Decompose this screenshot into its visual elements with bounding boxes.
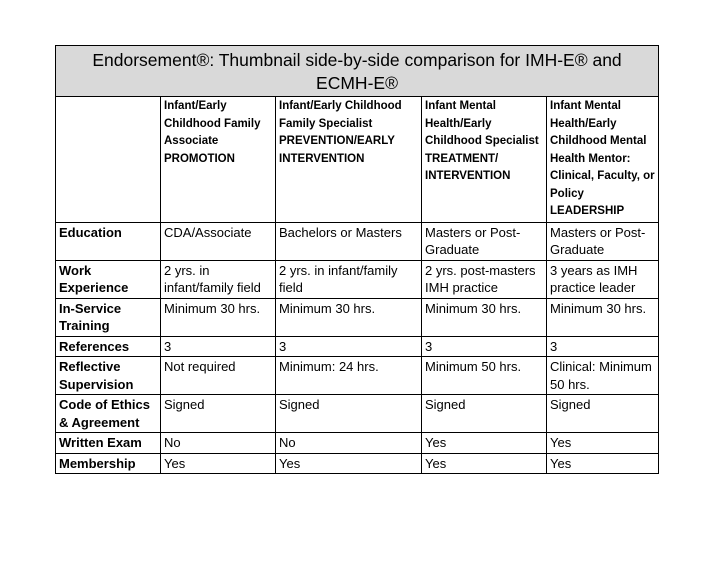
table-cell: Bachelors or Masters	[276, 222, 422, 260]
table-cell: 3 years as IMH practice leader	[547, 260, 659, 298]
table-cell: 2 yrs. in infant/family field	[276, 260, 422, 298]
row-label: Reflective Supervision	[56, 357, 161, 395]
row-label: Education	[56, 222, 161, 260]
row-label: Work Experience	[56, 260, 161, 298]
table-cell: 3	[276, 336, 422, 357]
table-row	[56, 395, 659, 433]
table-cell: Yes	[547, 433, 659, 454]
table-row	[56, 357, 659, 395]
table-cell: Minimum 30 hrs.	[547, 298, 659, 336]
table-cell: 3	[161, 336, 276, 357]
table-cell: Minimum 30 hrs.	[161, 298, 276, 336]
table-row	[56, 298, 659, 336]
table-cell: 3	[547, 336, 659, 357]
table-cell: Signed	[422, 395, 547, 433]
table-cell: 3	[422, 336, 547, 357]
table-cell: Yes	[276, 453, 422, 474]
table-cell: Yes	[422, 453, 547, 474]
table-cell: Signed	[547, 395, 659, 433]
header-family-specialist: Infant/Early Childhood Family Specialist PREVENTION/EARLY INTERVENTION	[276, 97, 422, 223]
row-label: Written Exam	[56, 433, 161, 454]
table-cell: Signed	[276, 395, 422, 433]
header-row	[56, 97, 659, 223]
table-cell: Signed	[161, 395, 276, 433]
table-cell: Minimum 50 hrs.	[422, 357, 547, 395]
table-cell: No	[276, 433, 422, 454]
table-cell: Yes	[161, 453, 276, 474]
table-cell: 2 yrs. post-masters IMH practice	[422, 260, 547, 298]
table-cell: 2 yrs. in infant/family field	[161, 260, 276, 298]
table-row	[56, 336, 659, 357]
table-row	[56, 260, 659, 298]
row-label: References	[56, 336, 161, 357]
title-row	[56, 46, 659, 97]
table-cell: Yes	[547, 453, 659, 474]
table-title: Endorsement®: Thumbnail side-by-side comparison for IMH-E® and ECMH-E®	[56, 46, 659, 97]
table-row	[56, 453, 659, 474]
header-imh-specialist: Infant Mental Health/Early Childhood Specialist TREATMENT/ INTERVENTION	[422, 97, 547, 223]
comparison-table	[55, 45, 659, 474]
row-label: In-Service Training	[56, 298, 161, 336]
header-mentor: Infant Mental Health/Early Childhood Mental Health Mentor: Clinical, Faculty, or Policy LEADERSHIP	[547, 97, 659, 223]
table-cell: No	[161, 433, 276, 454]
table-row	[56, 222, 659, 260]
table-cell: Not required	[161, 357, 276, 395]
table-cell: Yes	[422, 433, 547, 454]
table-cell: Masters or Post-Graduate	[422, 222, 547, 260]
row-label: Code of Ethics & Agreement	[56, 395, 161, 433]
table-cell: Minimum 30 hrs.	[276, 298, 422, 336]
table-row	[56, 433, 659, 454]
row-label: Membership	[56, 453, 161, 474]
table-cell: Minimum: 24 hrs.	[276, 357, 422, 395]
table-cell: Minimum 30 hrs.	[422, 298, 547, 336]
table-cell: CDA/Associate	[161, 222, 276, 260]
table-cell: Clinical: Minimum 50 hrs.	[547, 357, 659, 395]
table-cell: Masters or Post-Graduate	[547, 222, 659, 260]
header-empty-cell	[56, 97, 161, 223]
header-associate: Infant/Early Childhood Family Associate PROMOTION	[161, 97, 276, 223]
